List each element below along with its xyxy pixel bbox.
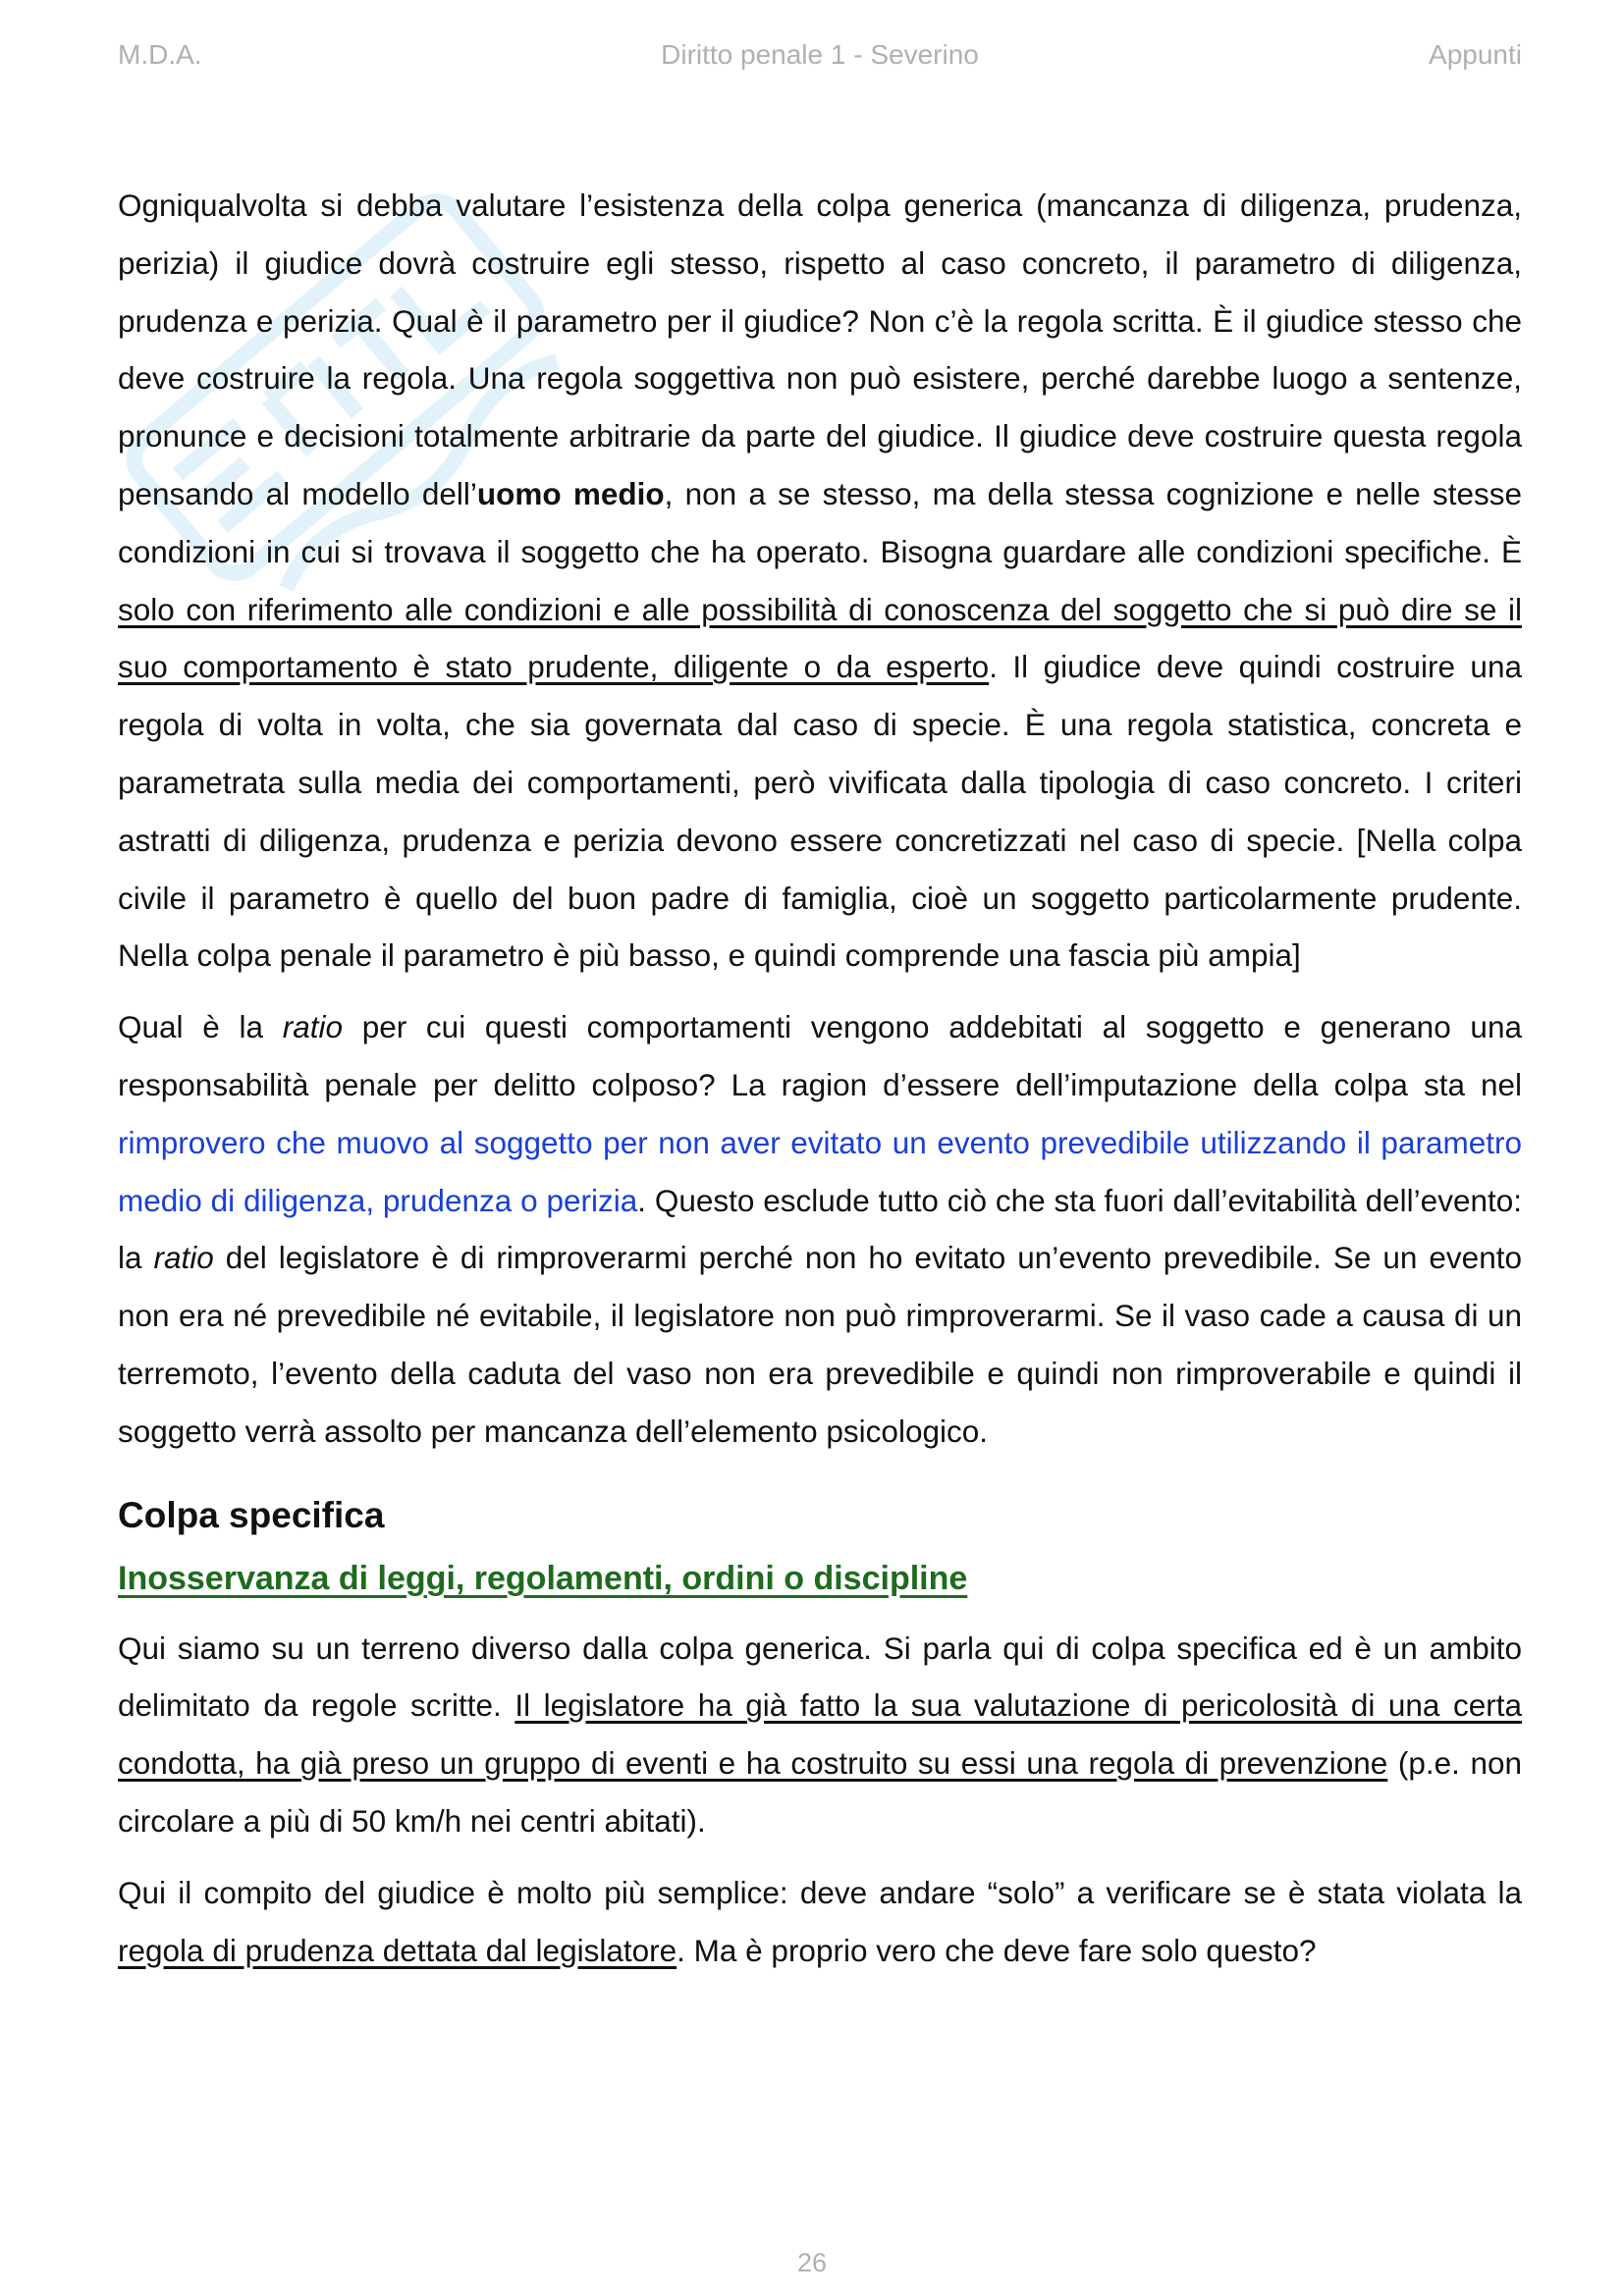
- section-heading: Colpa specifica: [118, 1494, 385, 1535]
- header-author: M.D.A.: [118, 39, 202, 70]
- highlighted-passage: rimprovero che muovo al soggetto per non aver evitato un evento prevedibile utilizzando il parametro medio di diligenza, prudenza o perizia: [118, 1124, 1522, 1218]
- paragraph-compito-giudice: Qui il compito del giudice è molto più semplice: deve andare “solo” a verificare se è stata violata la regola di prudenza dettata dal legislatore. Ma è proprio vero che deve fare solo questo?: [118, 1874, 1522, 1968]
- subsection-heading: Inosservanza di leggi, regolamenti, ordini o discipline: [118, 1559, 968, 1597]
- document-body: [118, 177, 1522, 1979]
- paragraph-colpa-specifica: Qui siamo su un terreno diverso dalla colpa generica. Si parla qui di colpa specifica ed è un ambito delimitato da regole scritte. Il legislatore ha già fatto la sua valutazione di pericolosità di una certa condotta, ha già preso un gruppo di eventi e ha costruito su essi una regola di prevenzione (p.e. non circolare a più di 50 km/h nei centri abitati).: [118, 1629, 1523, 1839]
- page-number: 26: [796, 2248, 828, 2277]
- header-doc-type: Appunti: [1429, 39, 1522, 70]
- paragraph-ratio: Qual è la ratio per cui questi comportamenti vengono addebitati al soggetto e generano una responsabilità penale per delitto colposo? La ragion d’essere dell’imputazione della colpa sta nel rimprovero che muovo al soggetto per non aver evitato un evento prevedibile utilizzando il parametro medio di diligenza, prudenza o perizia. Questo esclude tutto ciò che sta fuori dall’evitabilità dell’evento: la ratio del legislatore è di rimproverarmi perché non ho evitato un’evento prevedibile. Se un evento non era né prevedibile né evitabile, il legislatore non può rimproverarmi. Se il vaso cade a causa di un terremoto, l’evento della caduta del vaso non era prevedibile e quindi non rimproverabile e quindi il soggetto verrà assolto per mancanza dell’elemento psicologico.: [118, 1009, 1523, 1449]
- underlined-passage: Il legislatore ha già fatto la sua valutazione di pericolosità di una certa condotta, ha già preso un gruppo di eventi e ha costruito su essi una regola di prevenzione: [118, 1687, 1522, 1782]
- underlined-passage: solo con riferimento alle condizioni e alle possibilità di conoscenza del soggetto che si può dire se il suo comportamento è stato prudente, diligente o da esperto: [118, 591, 1522, 685]
- page-header: [118, 39, 1522, 79]
- underlined-passage: regola di prudenza dettata dal legislatore: [118, 1932, 677, 1968]
- header-course-title: Diritto penale 1 - Severino: [661, 39, 979, 70]
- bold-term: uomo medio: [476, 475, 665, 511]
- italic-term: ratio: [282, 1009, 343, 1045]
- italic-term: ratio: [153, 1240, 214, 1276]
- paragraph-colpa-generica: Ogniqualvolta si debba valutare l’esistenza della colpa generica (mancanza di diligenza, prudenza, perizia) il giudice dovrà costruire egli stesso, rispetto al caso concreto, il parametro di diligenza, prudenza e perizia. Qual è il parametro per il giudice? Non c’è la regola scritta. È il giudice stesso che deve costruire la regola. Una regola soggettiva non può esistere, perché darebbe luogo a sentenze, pronunce e decisioni totalmente arbitrarie da parte del giudice. Il giudice deve costruire questa regola pensando al modello dell’uomo medio, non a se stesso, ma della stessa cognizione e nelle stesse condizioni in cui si trovava il soggetto che ha operato. Bisogna guardare alle condizioni specifiche. È solo con riferimento alle condizioni e alle possibilità di conoscenza del soggetto che si può dire se il suo comportamento è stato prudente, diligente o da esperto. Il giudice deve quindi costruire una regola di volta in volta, che sia governata dal caso di specie. È una regola statistica, concreta e parametrata sulla media dei comportamenti, però vivificata dalla tipologia di caso concreto. I criteri astratti di diligenza, prudenza e perizia devono essere concretizzati nel caso di specie. [Nella colpa civile il parametro è quello del buon padre di famiglia, cioè un soggetto particolarmente prudente. Nella colpa penale il parametro è più basso, e quindi comprende una fascia più ampia]: [118, 187, 1522, 974]
